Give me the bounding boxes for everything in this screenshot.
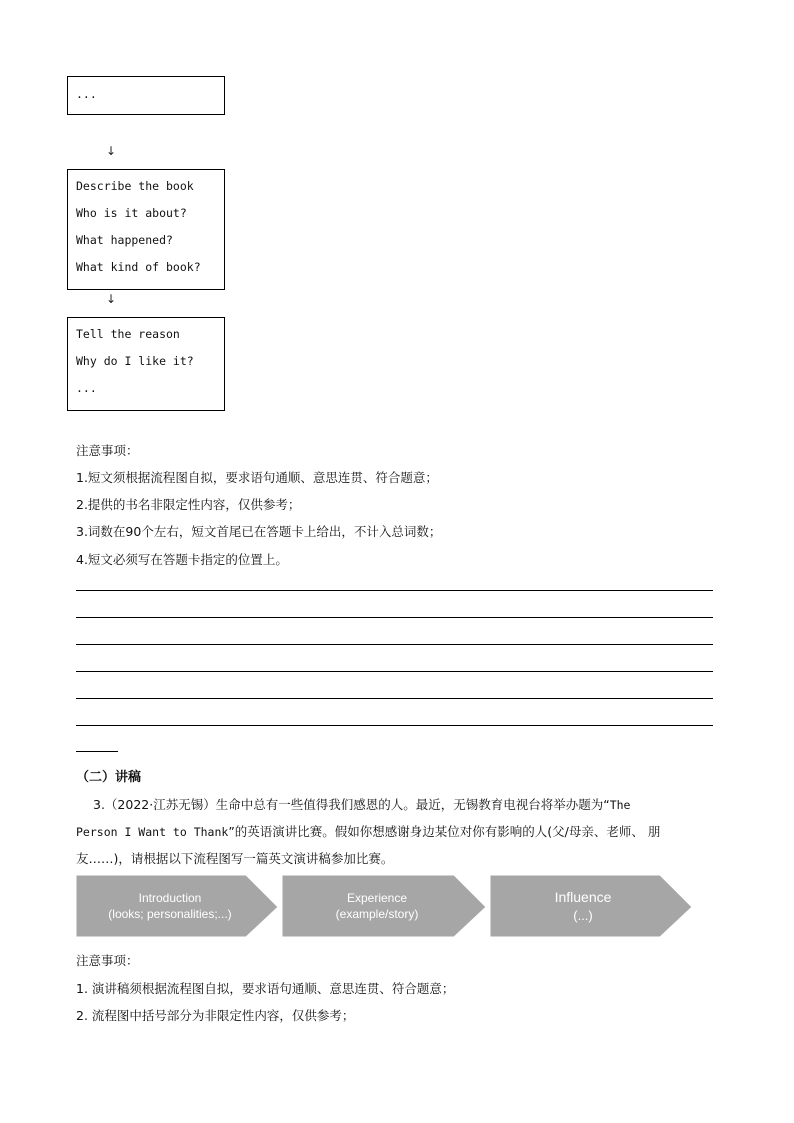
chevron-step-experience	[282, 875, 486, 937]
chevron-title: Introduction	[138, 891, 202, 905]
section-heading: （二）讲稿	[76, 770, 142, 785]
notes-title: 注意事项：	[76, 953, 139, 968]
chevron-step-introduction	[76, 875, 278, 937]
writing-line[interactable]	[76, 725, 713, 726]
chevron-subtitle: (looks; personalities;...)	[108, 907, 232, 921]
box-line: What kind of book?	[76, 260, 201, 274]
flowchart-box-describe	[67, 169, 225, 290]
down-arrow-icon: ↓	[106, 144, 117, 158]
note-item: 2.提供的书名非限定性内容，仅供参考；	[76, 497, 301, 512]
box-text: ...	[76, 87, 97, 101]
question-text: ”的英语演讲比赛。假如你想感谢身边某位对你有影响的人(父/母亲、老师、 朋	[228, 824, 661, 839]
chevron-subtitle: (example/story)	[335, 907, 419, 921]
note-item: 1. 演讲稿须根据流程图自拟，要求语句通顺、意思连贯、符合题意；	[76, 981, 455, 996]
note-item: 3.词数在90个左右，短文首尾已在答题卡上给出，不计入总词数；	[76, 524, 442, 539]
chevron-step-influence	[490, 875, 692, 937]
box-line: Tell the reason	[76, 327, 180, 341]
box-line: Who is it about?	[76, 206, 187, 220]
writing-line[interactable]	[76, 671, 713, 672]
writing-line[interactable]	[76, 617, 713, 618]
box-line: Why do I like it?	[76, 354, 194, 368]
question-line	[93, 795, 630, 813]
question-text: Person I Want to Thank	[76, 825, 229, 839]
writing-line[interactable]	[76, 698, 713, 699]
flowchart-box-reason	[67, 317, 225, 411]
notes-title: 注意事项：	[76, 443, 139, 458]
note-item: 4.短文必须写在答题卡指定的位置上。	[76, 552, 288, 567]
chevron-subtitle: (...)	[573, 908, 593, 923]
question-text: 3.（2022·江苏无锡）生命中总有一些值得我们感恩的人。最近，无锡教育电视台将举办题为“	[93, 797, 610, 812]
box-line: ...	[76, 381, 97, 395]
footnote-rule	[76, 751, 118, 752]
question-text: The	[609, 798, 631, 812]
writing-line[interactable]	[76, 644, 713, 645]
down-arrow-icon: ↓	[106, 292, 117, 306]
note-item: 1.短文须根据流程图自拟，要求语句通顺、意思连贯、符合题意；	[76, 470, 438, 485]
box-line: What happened?	[76, 233, 173, 247]
flowchart-chevrons	[0, 872, 794, 952]
note-item: 2. 流程图中括号部分为非限定性内容，仅供参考；	[76, 1008, 355, 1023]
chevron-title: Experience	[346, 891, 408, 905]
question-line	[76, 822, 660, 840]
chevron-title: Influence	[554, 889, 612, 905]
box-line: Describe the book	[76, 179, 194, 193]
flowchart-box-ellipsis	[67, 76, 225, 115]
writing-line[interactable]	[76, 590, 713, 591]
question-line: 友……)，请根据以下流程图写一篇英文演讲稿参加比赛。	[76, 851, 394, 866]
